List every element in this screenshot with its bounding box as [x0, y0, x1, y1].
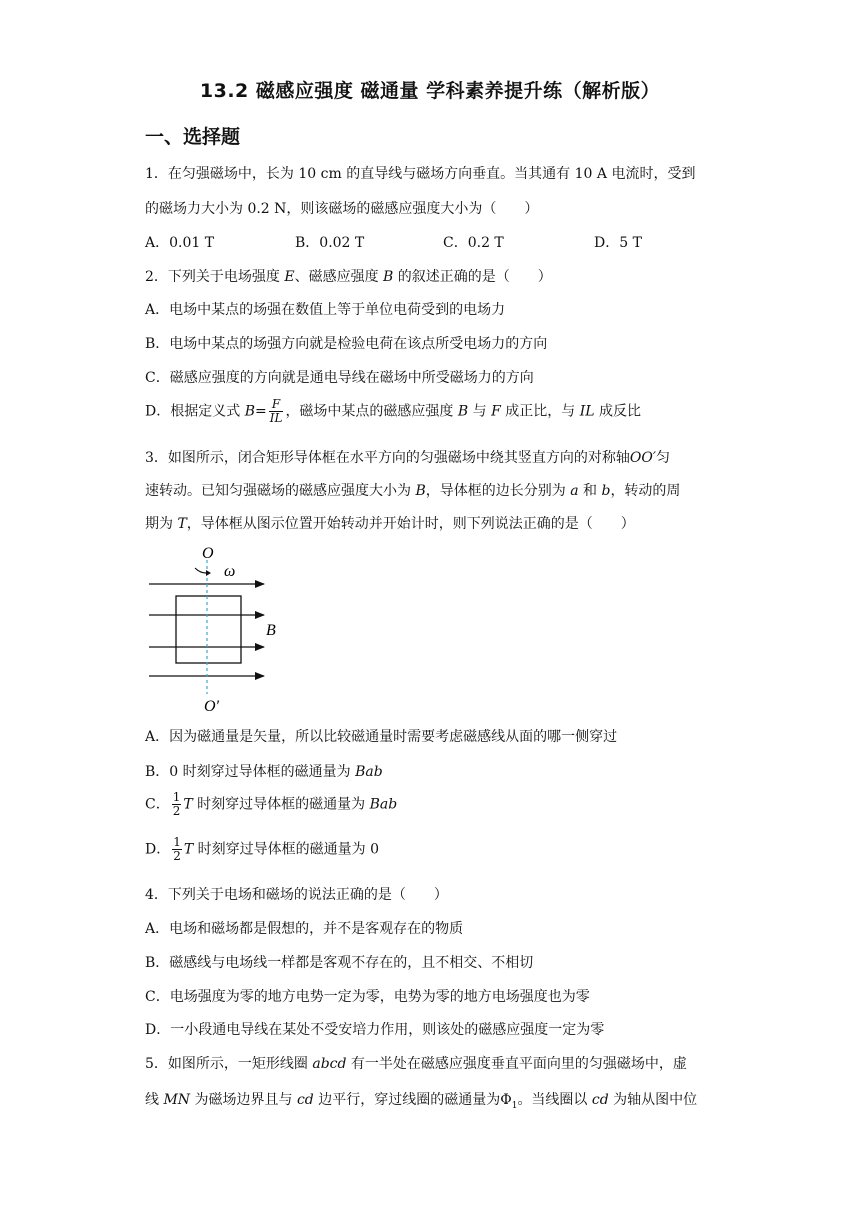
fraction-one-half: $\frac{1}{2}$ — [172, 790, 181, 818]
q5-stem-line2: 线 MN 为磁场边界且与 cd 边平行，穿过线圈的磁通量为$\Phi_1$。当线圈以 cd 为轴从图中位 — [145, 1092, 698, 1111]
q2-stem: 2．下列关于电场强度 E、磁感应强度 B 的叙述正确的是（ ） — [145, 269, 552, 285]
q3-figure-rotating-frame — [140, 542, 300, 714]
label-o: O — [202, 545, 214, 562]
q1-option-c: C．0.2 T — [443, 235, 504, 251]
q1-stem-line1: 1．在匀强磁场中，长为 10 cm 的直导线与磁场方向垂直。当其通有 10 A 电流时，受到 — [145, 166, 696, 182]
label-b: B — [266, 622, 276, 639]
q3-option-d: D． $\frac{1}{2}$ T 时刻穿过导体框的磁通量为 0 — [145, 835, 380, 863]
q2-option-a: A．电场中某点的场强在数值上等于单位电荷受到的电场力 — [145, 302, 506, 318]
q4-option-c: C．电场强度为零的地方电势一定为零，电势为零的地方电场强度也为零 — [145, 989, 590, 1005]
q3-stem-line2: 速转动。已知匀强磁场的磁感应强度大小为 B，导体框的边长分别为 a 和 b，转动的周 — [145, 483, 681, 499]
conducting-frame — [176, 596, 241, 663]
q1-option-a: A．0.01 T — [145, 235, 215, 251]
q2-option-b: B．电场中某点的场强方向就是检验电荷在该点所受电场力的方向 — [145, 336, 548, 352]
q1-option-b: B．0.02 T — [295, 235, 365, 251]
label-o-prime: O′ — [204, 698, 220, 714]
section-heading: 一、选择题 — [145, 126, 241, 148]
rotation-arrow-arc — [195, 568, 206, 573]
q2-option-d: D．根据定义式 B= $\frac{F}{IL}$ ，磁场中某点的磁感应强度 B 与 F 成正比，与 IL 成反比 — [145, 397, 641, 425]
q5-stem-line1: 5．如图所示，一矩形线圈 abcd 有一半处在磁感应强度垂直平面向里的匀强磁场中，虚 — [145, 1056, 687, 1072]
q3-option-b: B．0 时刻穿过导体框的磁通量为 Bab — [145, 764, 383, 780]
fraction-f-over-il: $\frac{F}{IL}$ — [269, 397, 283, 425]
q2-option-c: C．磁感应强度的方向就是通电导线在磁场中所受磁场力的方向 — [145, 370, 534, 386]
q1-option-d: D．5 T — [594, 235, 642, 251]
q3-option-c: C． $\frac{1}{2}$ T 时刻穿过导体框的磁通量为 Bab — [145, 790, 398, 818]
rotation-arrow-head — [206, 570, 211, 576]
q1-stem-line2: 的磁场力大小为 0.2 N，则该磁场的磁感应强度大小为（ ） — [145, 201, 539, 217]
label-omega: ω — [224, 563, 236, 580]
q3-option-a: A．因为磁通量是矢量，所以比较磁通量时需要考虑磁感线从面的哪一侧穿过 — [145, 729, 618, 745]
q4-option-a: A．电场和磁场都是假想的，并不是客观存在的物质 — [145, 921, 464, 937]
q4-option-d: D．一小段通电导线在某处不受安培力作用，则该处的磁感应强度一定为零 — [145, 1022, 605, 1038]
page-title: 13.2 磁感应强度 磁通量 学科素养提升练（解析版） — [199, 80, 661, 102]
q3-stem-line1: 3．如图所示，闭合矩形导体框在水平方向的匀强磁场中绕其竖直方向的对称轴OO′匀 — [145, 450, 671, 466]
q4-option-b: B．磁感线与电场线一样都是客观不存在的，且不相交、不相切 — [145, 955, 534, 971]
q3-stem-line3: 期为 T，导体框从图示位置开始转动并开始计时，则下列说法正确的是（ ） — [145, 516, 635, 532]
fraction-one-half: $\frac{1}{2}$ — [173, 835, 181, 863]
q4-stem: 4．下列关于电场和磁场的说法正确的是（ ） — [145, 887, 448, 903]
